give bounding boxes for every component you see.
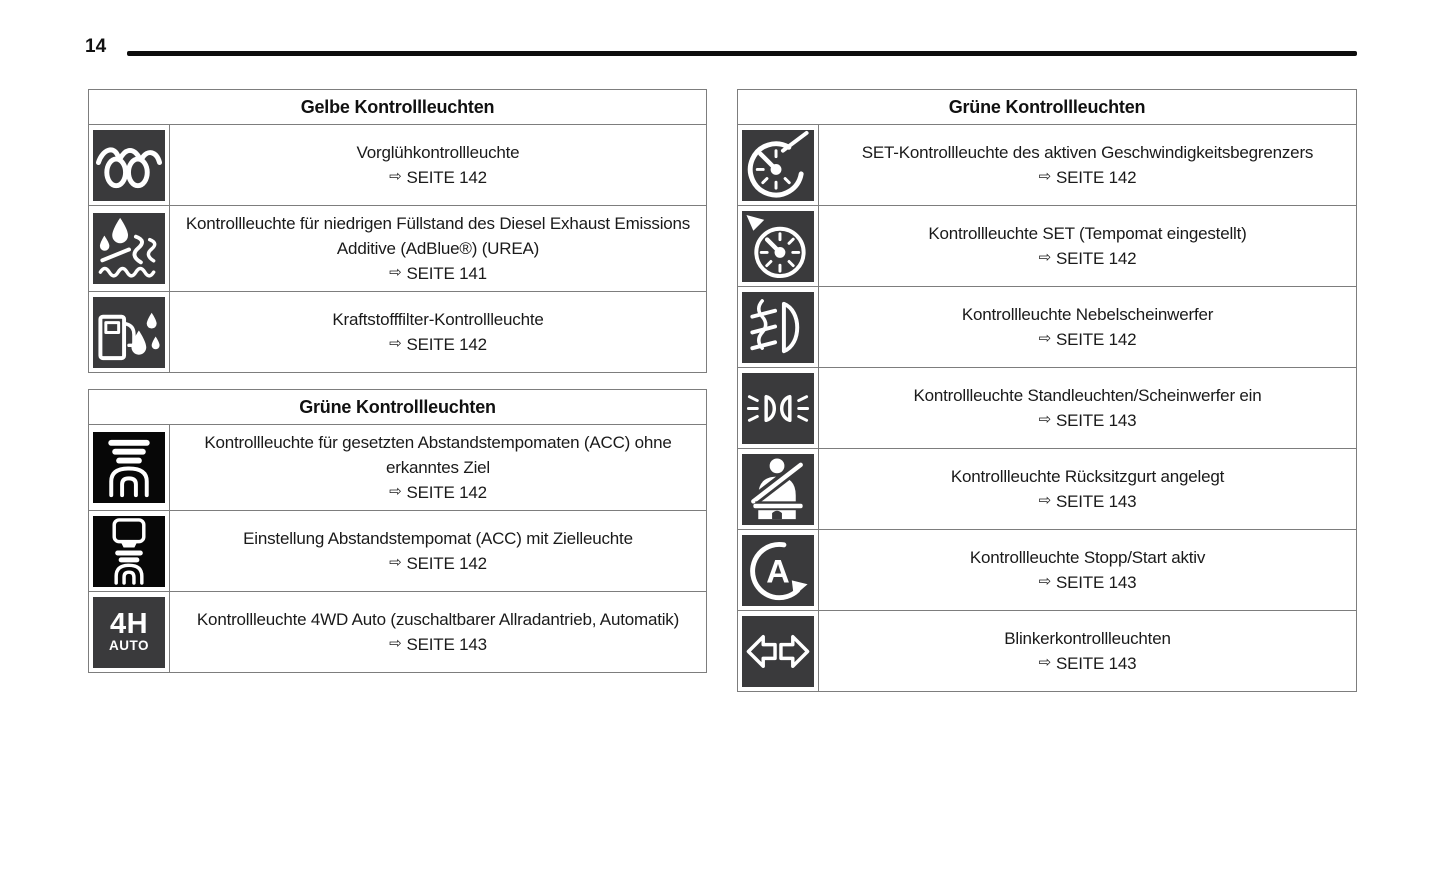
speed-limiter-icon bbox=[742, 130, 814, 201]
arrow-right-icon: ⇨ bbox=[1038, 168, 1051, 185]
page-reference bbox=[1039, 165, 1137, 190]
table-row bbox=[89, 205, 706, 291]
indicator-description: Kraftstofffilter-Kontrollleuchte bbox=[332, 310, 544, 329]
table-row bbox=[738, 286, 1356, 367]
page-reference-label: SEITE 143 bbox=[1055, 654, 1137, 673]
page-reference bbox=[389, 480, 487, 505]
front-fog-light-icon bbox=[742, 292, 814, 363]
page-reference bbox=[389, 551, 487, 576]
indicator-description: Kontrollleuchte 4WD Auto (zuschaltbarer Allradantrieb, Automatik) bbox=[196, 610, 680, 629]
table-row bbox=[89, 510, 706, 591]
indicator-description: Einstellung Abstandstempomat (ACC) mit Zielleuchte bbox=[243, 529, 633, 548]
page-reference-label: SEITE 143 bbox=[406, 635, 487, 654]
table-row bbox=[89, 424, 706, 510]
table-header: Grüne Kontrollleuchten bbox=[299, 396, 496, 417]
indicator-description: Kontrollleuchte SET (Tempomat eingestellt) bbox=[928, 224, 1247, 243]
page-reference bbox=[1039, 489, 1137, 514]
indicator-description: Kontrollleuchte für gesetzten Abstandstempomaten (ACC) ohne erkanntes Ziel bbox=[204, 433, 672, 477]
table-yellow-indicators bbox=[88, 89, 707, 373]
table-header: Gelbe Kontrollleuchten bbox=[300, 96, 495, 117]
letter-a: A bbox=[766, 552, 790, 589]
arrow-right-icon: ⇨ bbox=[1038, 573, 1051, 590]
auto-label: AUTO bbox=[108, 638, 149, 653]
page-reference bbox=[389, 332, 487, 357]
turn-signals-icon bbox=[742, 616, 814, 687]
indicator-description: Kontrollleuchte Nebelscheinwerfer bbox=[961, 305, 1214, 324]
page-reference bbox=[1039, 327, 1137, 352]
page-number: 14 bbox=[85, 36, 107, 57]
page-reference bbox=[1039, 408, 1137, 433]
arrow-right-icon: ⇨ bbox=[389, 264, 402, 281]
page-reference bbox=[1039, 570, 1137, 595]
page-reference-label: SEITE 142 bbox=[406, 554, 487, 573]
page-reference bbox=[1039, 246, 1137, 271]
arrow-right-icon: ⇨ bbox=[1038, 249, 1051, 266]
adblue-low-icon bbox=[93, 213, 165, 284]
arrow-right-icon: ⇨ bbox=[389, 483, 402, 500]
position-lights-icon bbox=[742, 373, 814, 444]
stop-start-icon bbox=[742, 535, 814, 606]
table-row bbox=[89, 124, 706, 205]
seatbelt-icon bbox=[742, 454, 814, 525]
arrow-right-icon: ⇨ bbox=[1038, 411, 1051, 428]
4h-label: 4H bbox=[109, 608, 149, 640]
table-green-indicators-right bbox=[737, 89, 1357, 692]
fuel-filter-icon bbox=[93, 297, 165, 368]
page-reference-label: SEITE 142 bbox=[1055, 168, 1137, 187]
cruise-set-icon bbox=[742, 211, 814, 282]
table-green-indicators-left bbox=[88, 389, 707, 673]
indicator-description: Kontrollleuchte Standleuchten/Scheinwerfer ein bbox=[913, 386, 1262, 405]
acc-no-target-icon bbox=[93, 432, 165, 503]
arrow-right-icon: ⇨ bbox=[1038, 492, 1051, 509]
arrow-right-icon: ⇨ bbox=[389, 335, 402, 352]
indicator-description: Kontrollleuchte Stopp/Start aktiv bbox=[969, 548, 1206, 567]
page-reference-label: SEITE 142 bbox=[406, 483, 487, 502]
page-reference-label: SEITE 142 bbox=[406, 335, 487, 354]
arrow-right-icon: ⇨ bbox=[389, 168, 402, 185]
table-row bbox=[89, 291, 706, 372]
table-row bbox=[738, 610, 1356, 691]
page-reference bbox=[389, 261, 487, 286]
header-rule bbox=[127, 51, 1357, 56]
acc-with-target-icon bbox=[93, 516, 165, 587]
page-reference-label: SEITE 142 bbox=[1055, 330, 1137, 349]
table-row bbox=[738, 124, 1356, 205]
page-reference-label: SEITE 142 bbox=[1055, 249, 1137, 268]
page-reference bbox=[1039, 651, 1137, 676]
indicator-description: Vorglühkontrollleuchte bbox=[356, 143, 520, 162]
arrow-right-icon: ⇨ bbox=[389, 635, 402, 652]
page-reference-label: SEITE 142 bbox=[406, 168, 487, 187]
table-row bbox=[738, 367, 1356, 448]
indicator-description: Blinkerkontrollleuchten bbox=[1004, 629, 1171, 648]
arrow-right-icon: ⇨ bbox=[1038, 654, 1051, 671]
table-row bbox=[738, 205, 1356, 286]
arrow-right-icon: ⇨ bbox=[1038, 330, 1051, 347]
glow-plug-icon bbox=[93, 130, 165, 201]
indicator-description: Kontrollleuchte für niedrigen Füllstand des Diesel Exhaust Emissions Additive (AdBlue®) (UREA) bbox=[185, 214, 691, 258]
table-header: Grüne Kontrollleuchten bbox=[948, 96, 1146, 117]
4wd-auto-icon bbox=[93, 597, 165, 668]
page-reference-label: SEITE 143 bbox=[1055, 411, 1137, 430]
page-reference-label: SEITE 143 bbox=[1055, 573, 1137, 592]
table-row bbox=[738, 529, 1356, 610]
indicator-description: Kontrollleuchte Rücksitzgurt angelegt bbox=[950, 467, 1225, 486]
page-reference-label: SEITE 143 bbox=[1055, 492, 1137, 511]
page-reference bbox=[389, 165, 487, 190]
page-reference bbox=[389, 632, 487, 657]
table-row bbox=[738, 448, 1356, 529]
indicator-description: SET-Kontrollleuchte des aktiven Geschwindigkeitsbegrenzers bbox=[861, 143, 1314, 162]
arrow-right-icon: ⇨ bbox=[389, 554, 402, 571]
page-reference-label: SEITE 141 bbox=[406, 264, 487, 283]
table-row bbox=[89, 591, 706, 672]
